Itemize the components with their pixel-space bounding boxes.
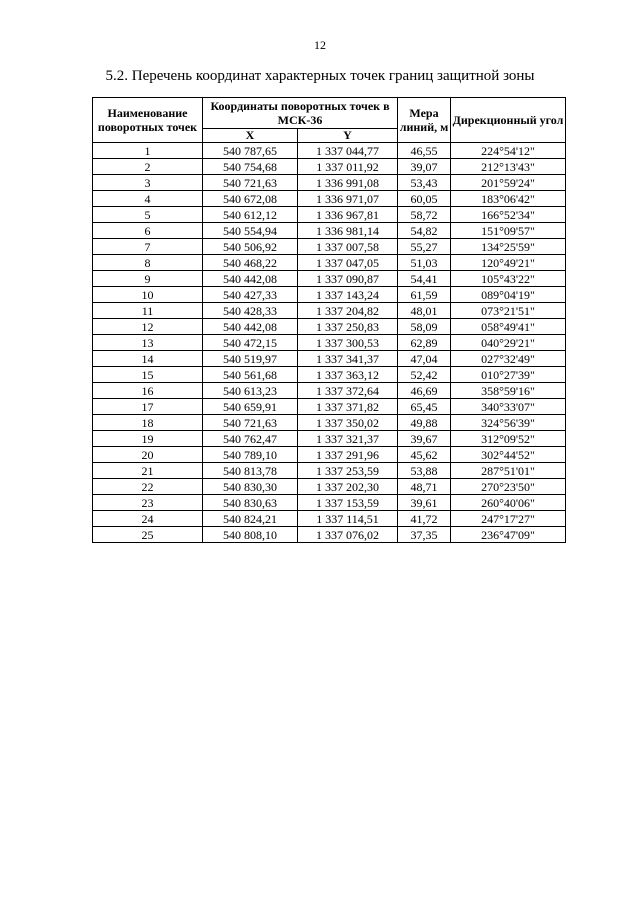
cell-point-name: 11 (93, 303, 203, 319)
cell-x: 540 613,23 (203, 383, 298, 399)
table-row (93, 367, 566, 383)
cell-direction-angle: 358°59'16" (451, 383, 566, 399)
cell-y: 1 337 350,02 (298, 415, 398, 431)
header-direction-angle: Дирекционный угол (451, 98, 566, 143)
cell-line-length: 62,89 (398, 335, 451, 351)
cell-x: 540 554,94 (203, 223, 298, 239)
cell-point-name: 25 (93, 527, 203, 543)
cell-point-name: 2 (93, 159, 203, 175)
cell-point-name: 10 (93, 287, 203, 303)
table-row (93, 495, 566, 511)
cell-x: 540 519,97 (203, 351, 298, 367)
cell-direction-angle: 312°09'52" (451, 431, 566, 447)
cell-y: 1 336 991,08 (298, 175, 398, 191)
cell-x: 540 754,68 (203, 159, 298, 175)
cell-point-name: 21 (93, 463, 203, 479)
coordinates-table (92, 97, 566, 543)
cell-x: 540 813,78 (203, 463, 298, 479)
cell-line-length: 53,43 (398, 175, 451, 191)
cell-y: 1 336 981,14 (298, 223, 398, 239)
table-row (93, 335, 566, 351)
cell-x: 540 442,08 (203, 319, 298, 335)
cell-direction-angle: 340°33'07" (451, 399, 566, 415)
cell-point-name: 8 (93, 255, 203, 271)
table-row (93, 351, 566, 367)
cell-x: 540 787,65 (203, 143, 298, 159)
cell-line-length: 47,04 (398, 351, 451, 367)
cell-line-length: 49,88 (398, 415, 451, 431)
cell-line-length: 54,41 (398, 271, 451, 287)
cell-line-length: 46,69 (398, 383, 451, 399)
table-row (93, 399, 566, 415)
cell-point-name: 15 (93, 367, 203, 383)
cell-point-name: 24 (93, 511, 203, 527)
table-row (93, 303, 566, 319)
table-row (93, 175, 566, 191)
cell-y: 1 337 372,64 (298, 383, 398, 399)
cell-x: 540 672,08 (203, 191, 298, 207)
cell-y: 1 337 114,51 (298, 511, 398, 527)
cell-x: 540 506,92 (203, 239, 298, 255)
cell-direction-angle: 151°09'57" (451, 223, 566, 239)
cell-direction-angle: 324°56'39" (451, 415, 566, 431)
cell-y: 1 337 202,30 (298, 479, 398, 495)
cell-y: 1 337 300,53 (298, 335, 398, 351)
cell-direction-angle: 201°59'24" (451, 175, 566, 191)
cell-direction-angle: 212°13'43" (451, 159, 566, 175)
cell-y: 1 337 321,37 (298, 431, 398, 447)
table-row (93, 255, 566, 271)
cell-line-length: 61,59 (398, 287, 451, 303)
cell-point-name: 14 (93, 351, 203, 367)
cell-line-length: 39,61 (398, 495, 451, 511)
cell-point-name: 4 (93, 191, 203, 207)
cell-line-length: 54,82 (398, 223, 451, 239)
cell-direction-angle: 120°49'21" (451, 255, 566, 271)
cell-point-name: 16 (93, 383, 203, 399)
cell-direction-angle: 287°51'01" (451, 463, 566, 479)
cell-y: 1 337 011,92 (298, 159, 398, 175)
cell-direction-angle: 027°32'49" (451, 351, 566, 367)
cell-line-length: 60,05 (398, 191, 451, 207)
cell-line-length: 52,42 (398, 367, 451, 383)
cell-point-name: 5 (93, 207, 203, 223)
cell-point-name: 23 (93, 495, 203, 511)
table-row (93, 223, 566, 239)
cell-line-length: 41,72 (398, 511, 451, 527)
cell-y: 1 337 007,58 (298, 239, 398, 255)
cell-direction-angle: 134°25'59" (451, 239, 566, 255)
header-coordinates: Координаты поворотных точек в МСК-36 (203, 98, 398, 129)
cell-point-name: 7 (93, 239, 203, 255)
header-line-length: Мера линий, м (398, 98, 451, 143)
table-row (93, 447, 566, 463)
table-row (93, 239, 566, 255)
cell-line-length: 45,62 (398, 447, 451, 463)
table-row (93, 431, 566, 447)
header-y: Y (298, 129, 398, 143)
cell-x: 540 830,63 (203, 495, 298, 511)
cell-y: 1 337 250,83 (298, 319, 398, 335)
cell-point-name: 17 (93, 399, 203, 415)
cell-y: 1 337 363,12 (298, 367, 398, 383)
cell-direction-angle: 105°43'22" (451, 271, 566, 287)
cell-x: 540 442,08 (203, 271, 298, 287)
table-row (93, 191, 566, 207)
cell-point-name: 1 (93, 143, 203, 159)
cell-y: 1 337 204,82 (298, 303, 398, 319)
cell-x: 540 762,47 (203, 431, 298, 447)
cell-direction-angle: 010°27'39" (451, 367, 566, 383)
cell-x: 540 472,15 (203, 335, 298, 351)
cell-line-length: 51,03 (398, 255, 451, 271)
cell-y: 1 337 143,24 (298, 287, 398, 303)
table-row (93, 287, 566, 303)
cell-direction-angle: 247°17'27" (451, 511, 566, 527)
table-row (93, 479, 566, 495)
cell-line-length: 58,72 (398, 207, 451, 223)
cell-x: 540 659,91 (203, 399, 298, 415)
cell-x: 540 830,30 (203, 479, 298, 495)
cell-point-name: 13 (93, 335, 203, 351)
cell-point-name: 20 (93, 447, 203, 463)
cell-direction-angle: 302°44'52" (451, 447, 566, 463)
cell-line-length: 39,67 (398, 431, 451, 447)
header-point-name: Наименование поворотных точек (93, 98, 203, 143)
cell-x: 540 808,10 (203, 527, 298, 543)
header-x: X (203, 129, 298, 143)
cell-direction-angle: 073°21'51" (451, 303, 566, 319)
cell-point-name: 3 (93, 175, 203, 191)
cell-y: 1 337 153,59 (298, 495, 398, 511)
cell-direction-angle: 260°40'06" (451, 495, 566, 511)
table-row (93, 271, 566, 287)
cell-line-length: 37,35 (398, 527, 451, 543)
cell-x: 540 612,12 (203, 207, 298, 223)
table-row (93, 319, 566, 335)
cell-y: 1 337 253,59 (298, 463, 398, 479)
cell-direction-angle: 040°29'21" (451, 335, 566, 351)
cell-direction-angle: 224°54'12" (451, 143, 566, 159)
cell-y: 1 336 971,07 (298, 191, 398, 207)
table-row (93, 463, 566, 479)
cell-line-length: 48,71 (398, 479, 451, 495)
cell-x: 540 561,68 (203, 367, 298, 383)
cell-x: 540 824,21 (203, 511, 298, 527)
cell-point-name: 12 (93, 319, 203, 335)
table-row (93, 415, 566, 431)
cell-x: 540 468,22 (203, 255, 298, 271)
cell-y: 1 337 371,82 (298, 399, 398, 415)
table-row (93, 383, 566, 399)
cell-point-name: 9 (93, 271, 203, 287)
cell-direction-angle: 236°47'09" (451, 527, 566, 543)
cell-line-length: 55,27 (398, 239, 451, 255)
section-title: 5.2. Перечень координат характерных точек границ защитной зоны (105, 68, 535, 84)
cell-direction-angle: 183°06'42" (451, 191, 566, 207)
cell-point-name: 22 (93, 479, 203, 495)
cell-point-name: 18 (93, 415, 203, 431)
cell-point-name: 19 (93, 431, 203, 447)
table-row (93, 143, 566, 159)
cell-line-length: 48,01 (398, 303, 451, 319)
cell-line-length: 46,55 (398, 143, 451, 159)
cell-y: 1 337 090,87 (298, 271, 398, 287)
cell-y: 1 337 047,05 (298, 255, 398, 271)
cell-direction-angle: 089°04'19" (451, 287, 566, 303)
cell-direction-angle: 058°49'41" (451, 319, 566, 335)
table-body (93, 143, 566, 543)
page-number: 12 (314, 38, 326, 52)
cell-point-name: 6 (93, 223, 203, 239)
table-row (93, 207, 566, 223)
table-row (93, 159, 566, 175)
cell-y: 1 336 967,81 (298, 207, 398, 223)
cell-direction-angle: 166°52'34" (451, 207, 566, 223)
cell-line-length: 53,88 (398, 463, 451, 479)
cell-direction-angle: 270°23'50" (451, 479, 566, 495)
cell-y: 1 337 291,96 (298, 447, 398, 463)
table-row (93, 511, 566, 527)
cell-line-length: 65,45 (398, 399, 451, 415)
cell-line-length: 39,07 (398, 159, 451, 175)
cell-y: 1 337 341,37 (298, 351, 398, 367)
cell-x: 540 789,10 (203, 447, 298, 463)
cell-y: 1 337 044,77 (298, 143, 398, 159)
cell-x: 540 427,33 (203, 287, 298, 303)
table-row (93, 527, 566, 543)
cell-y: 1 337 076,02 (298, 527, 398, 543)
cell-x: 540 721,63 (203, 415, 298, 431)
cell-x: 540 428,33 (203, 303, 298, 319)
cell-line-length: 58,09 (398, 319, 451, 335)
cell-x: 540 721,63 (203, 175, 298, 191)
